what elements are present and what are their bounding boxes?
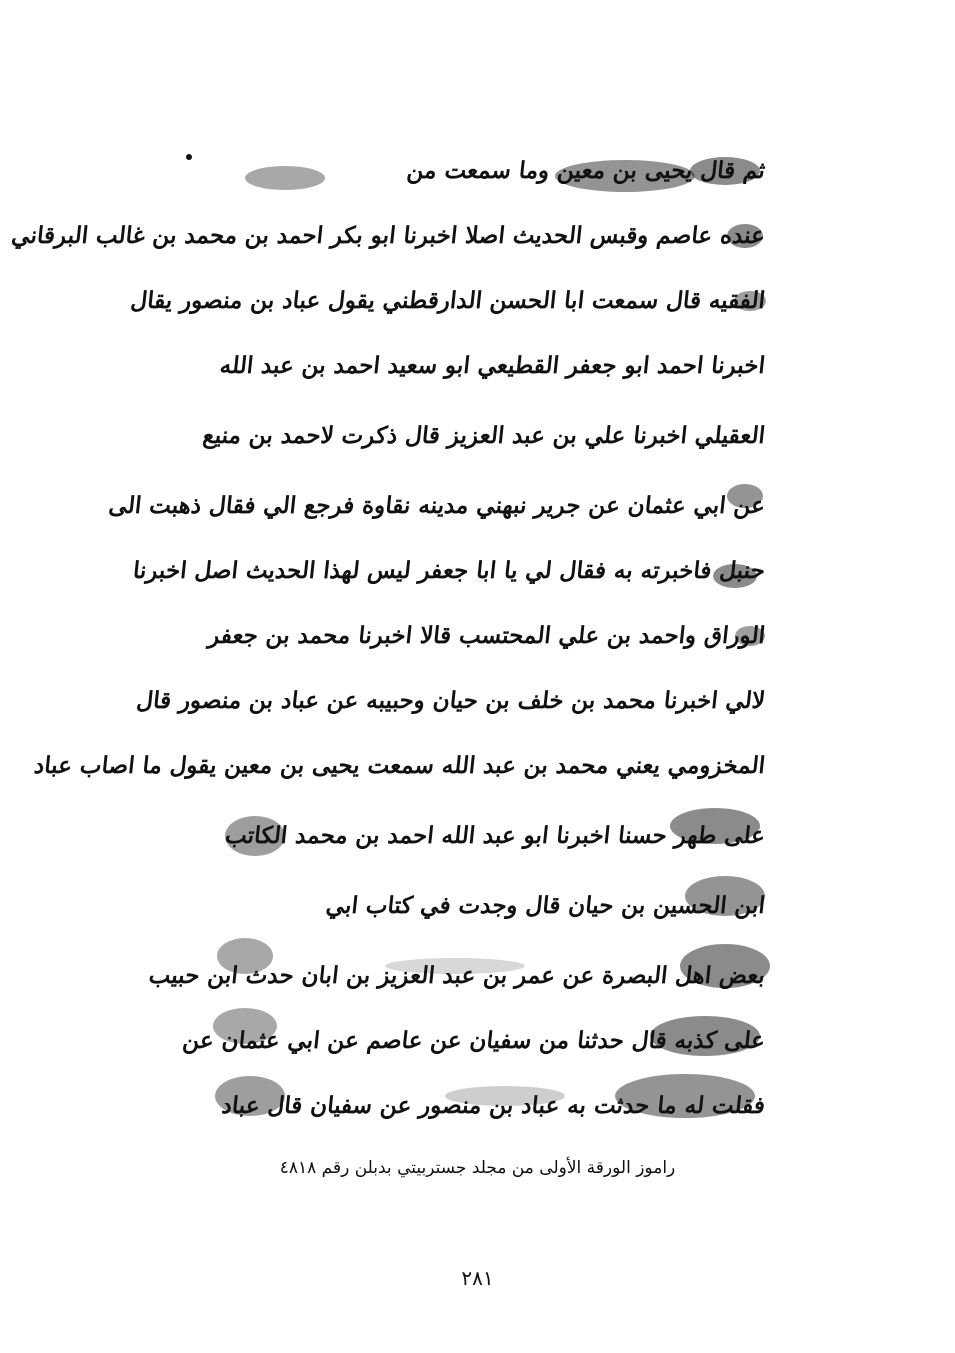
manuscript-line: اخبرنا احمد ابو جعفر القطيعي ابو سعيد احمد بن عبد الله [218, 352, 767, 379]
manuscript-image [10, 136, 767, 1136]
manuscript-line: الوراق واحمد بن علي المحتسب قالا اخبرنا محمد بن جعفر [206, 622, 767, 649]
manuscript-line: عنده عاصم وقبس الحديث اصلا اخبرنا ابو بكر احمد بن محمد بن غالب البرقاني [10, 222, 767, 249]
figure-caption: راموز الورقة الأولى من مجلد جستربيتي بدبلن رقم ٤٨١٨ [279, 1158, 676, 1178]
manuscript-line: بعض اهل البصرة عن عمر بن عبد العزيز بن ابان حدث ابن حبيب [147, 962, 767, 989]
manuscript-line: لالي اخبرنا محمد بن خلف بن حيان وحبيبه عن عباد بن منصور قال [135, 687, 767, 714]
manuscript-line: عن ابي عثمان عن جرير نبهني مدينه نقاوة فرجع الي فقال ذهبت الى [107, 492, 767, 519]
page-number: ٢٨١ [461, 1266, 494, 1290]
manuscript-line: العقيلي اخبرنا علي بن عبد العزيز قال ذكرت لاحمد بن منيع [201, 422, 767, 449]
manuscript-line: على طهر حسنا اخبرنا ابو عبد الله احمد بن محمد الكاتب [223, 822, 767, 849]
scan-speck [186, 154, 192, 160]
manuscript-line: على كذبه قال حدثنا من سفيان عن عاصم عن ابي عثمان عن [181, 1027, 767, 1054]
manuscript-line: فقلت له ما حدثت به عباد بن منصور عن سفيان قال عباد [220, 1092, 767, 1119]
manuscript-line: ابن الحسين بن حيان قال وجدت في كتاب ابي [324, 892, 767, 919]
manuscript-line: حنبل فاخبرته به فقال لي يا ابا جعفر ليس لهذا الحديث اصل اخبرنا [131, 557, 767, 584]
manuscript-line: ثم قال يحيى بن معين وما سمعت من [405, 157, 767, 184]
manuscript-line: المخزومي يعني محمد بن عبد الله سمعت يحيى بن معين يقول ما اصاب عباد [32, 752, 767, 779]
manuscript-line: الفقيه قال سمعت ابا الحسن الدارقطني يقول عباد بن منصور يقال [129, 287, 767, 314]
